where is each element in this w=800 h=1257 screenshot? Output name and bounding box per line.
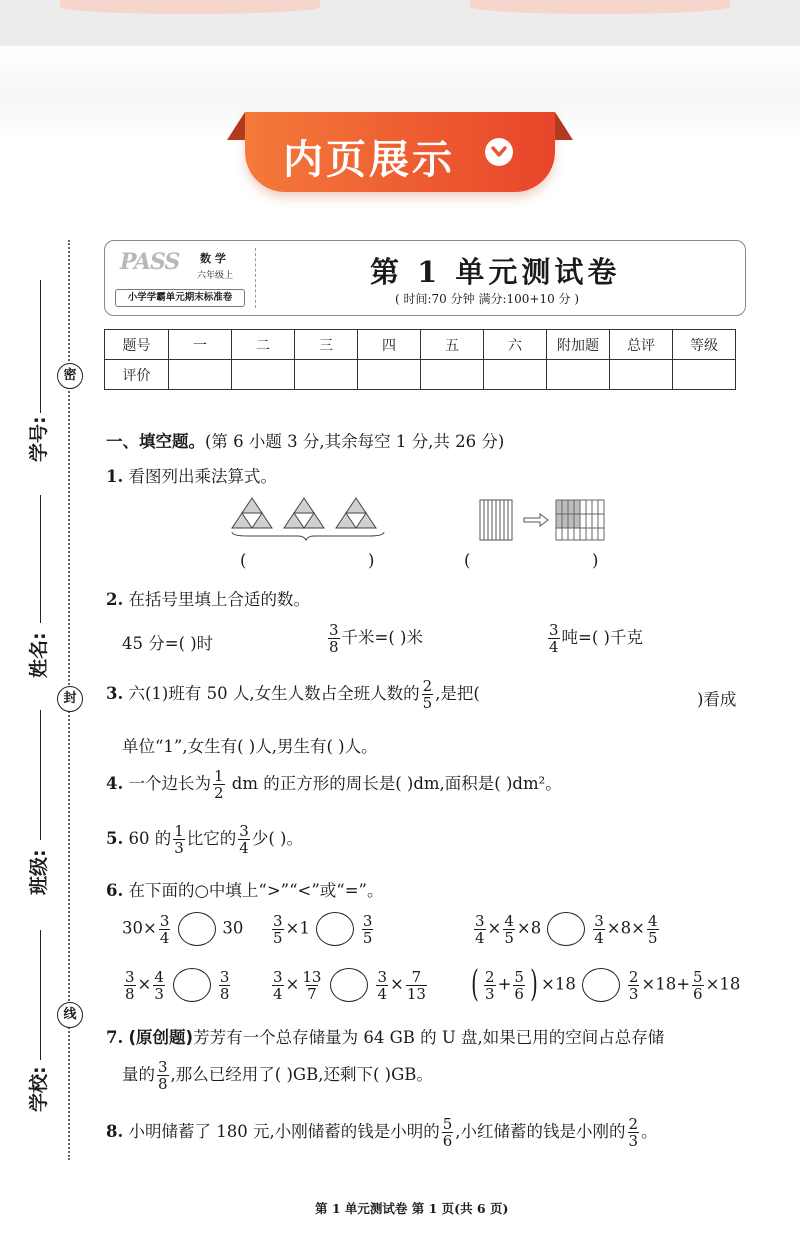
table-cell: 题号 xyxy=(105,330,169,360)
question-text: 60 的 xyxy=(128,829,172,848)
question-number: 5. xyxy=(106,829,124,848)
question-text: 在下面的○中填上“>”“<”或“=”。 xyxy=(128,881,384,900)
pass-logo: PASS xyxy=(120,249,180,275)
top-glow-left xyxy=(60,0,320,14)
fraction: $\frac{3}{4}$ xyxy=(475,911,485,947)
question-number: 8. xyxy=(106,1122,124,1141)
section-note: (第 6 小题 3 分,其余每空 1 分,共 26 分) xyxy=(205,432,505,451)
seal-feng: 封 xyxy=(57,686,83,712)
score-row-questions xyxy=(105,330,736,360)
q3-text-end: )看成 xyxy=(697,690,737,709)
question-1 xyxy=(106,463,277,487)
fraction: $\frac{3}{5}$ xyxy=(362,911,373,947)
triangle-group xyxy=(232,498,272,528)
fraction: $\frac{4}{5}$ xyxy=(504,911,514,947)
q6-expr-5: $\frac{3}{4}$ × $\frac{13}{7}$ $\frac{3}{4}$ × $\frac{7}{13}$ xyxy=(273,967,426,1003)
triangle-group xyxy=(336,498,376,528)
exam-meta: ( 时间:70 分钟 满分:100+10 分 ) xyxy=(395,292,580,306)
question-number: 2. xyxy=(106,590,124,609)
answer-paren-right: ) xyxy=(592,551,599,570)
fraction: $\frac{5}{6}$ xyxy=(442,1115,453,1150)
answer-paren-left: ( xyxy=(240,551,247,570)
school-label: 学校: xyxy=(28,1066,50,1112)
subject-label: 数 学 xyxy=(200,252,226,265)
fraction: $\frac{3}{4}$ xyxy=(594,911,604,947)
question-3 xyxy=(106,678,480,711)
banner-title: 内页展示 xyxy=(283,137,455,183)
question-6 xyxy=(106,877,383,901)
fraction: $\frac{3}{4}$ xyxy=(549,621,559,656)
fraction: $\frac{3}{4}$ xyxy=(159,911,170,947)
fraction: $\frac{5}{6}$ xyxy=(514,967,524,1003)
fraction: $\frac{2}{5}$ xyxy=(422,677,433,712)
table-cell: 六 xyxy=(484,330,547,360)
table-cell: 评价 xyxy=(105,360,169,390)
seal-xian: 线 xyxy=(57,1002,83,1028)
q6-expr-1: 30× $\frac{3}{4}$ 30 xyxy=(122,911,244,947)
question-number: 6. xyxy=(106,881,124,900)
fraction: $\frac{3}{4}$ xyxy=(377,967,388,1003)
q6-expr-3: $\frac{3}{4}$ × $\frac{4}{5}$ ×8 $\frac{3}{4}$ ×8× $\frac{4}{5}$ xyxy=(475,911,658,947)
q2-item-b xyxy=(326,622,423,655)
fraction: $\frac{7}{13}$ xyxy=(406,967,426,1003)
q2-item-c xyxy=(546,622,643,655)
q2-item-b-text: 千米=( )米 xyxy=(341,628,423,647)
compare-circle[interactable] xyxy=(582,968,620,1002)
answer-paren-right: ) xyxy=(368,551,375,570)
q2-item-c-text: 吨=( )千克 xyxy=(561,628,643,647)
score-entry-cell[interactable] xyxy=(169,360,232,390)
school-line[interactable] xyxy=(40,930,41,1060)
fraction: $\frac{3}{8}$ xyxy=(219,967,230,1003)
question-text: 六(1)班有 50 人,女生人数占全班人数的 xyxy=(128,684,420,703)
q6-expr-2: $\frac{3}{5}$ ×1 $\frac{3}{5}$ xyxy=(273,911,373,947)
seal-mi: 密 xyxy=(57,363,83,389)
question-text: 看图列出乘法算式。 xyxy=(128,467,277,486)
question-text: dm 的正方形的周长是( )dm,面积是( )dm²。 xyxy=(226,774,562,793)
score-entry-cell[interactable] xyxy=(673,360,736,390)
top-glow-right xyxy=(470,0,730,14)
name-line[interactable] xyxy=(40,495,41,623)
question-text: 。 xyxy=(641,1122,658,1141)
name-label: 姓名: xyxy=(28,632,50,678)
table-cell: 五 xyxy=(421,330,484,360)
compare-circle[interactable] xyxy=(316,912,354,946)
fraction: $\frac{13}{7}$ xyxy=(302,967,322,1003)
question-text: ,是把( xyxy=(435,684,480,703)
question-7 xyxy=(106,1024,664,1048)
grid-strip xyxy=(480,500,512,540)
compare-circle[interactable] xyxy=(173,968,211,1002)
question-8 xyxy=(106,1116,658,1149)
question-5 xyxy=(106,823,303,856)
fraction: $\frac{1}{3}$ xyxy=(174,822,184,857)
question-text: 比它的 xyxy=(186,829,237,848)
question-text: ,小红储蓄的钱是小刚的 xyxy=(455,1122,626,1141)
table-cell: 四 xyxy=(358,330,421,360)
section-1-heading xyxy=(106,428,504,452)
compare-circle[interactable] xyxy=(178,912,216,946)
table-cell: 三 xyxy=(295,330,358,360)
table-cell: 附加题 xyxy=(547,330,610,360)
fraction: $\frac{4}{5}$ xyxy=(647,911,658,947)
question-4 xyxy=(106,768,562,801)
big-paren-right: ) xyxy=(530,964,538,1005)
score-entry-cell[interactable] xyxy=(358,360,421,390)
question-text: 一个边长为 xyxy=(128,774,211,793)
fraction: $\frac{2}{3}$ xyxy=(628,1115,639,1150)
grid-shaded xyxy=(556,500,604,540)
question-number: 4. xyxy=(106,774,124,793)
question-tag: (原创题) xyxy=(128,1028,194,1047)
question-number: 1. xyxy=(106,467,124,486)
score-entry-cell[interactable] xyxy=(295,360,358,390)
ribbon-right xyxy=(555,112,573,140)
question-number: 7. xyxy=(106,1028,124,1047)
student-id-line[interactable] xyxy=(40,280,41,413)
q7-line-2: 量的 $\frac{3}{8}$ ,那么已经用了( )GB,还剩下( )GB。 xyxy=(122,1058,433,1093)
question-2 xyxy=(106,586,310,610)
fraction: $\frac{2}{3}$ xyxy=(485,967,495,1003)
fraction: $\frac{4}{3}$ xyxy=(154,967,164,1003)
q2-item-a: 45 分=( )时 xyxy=(122,634,214,653)
answer-paren-left: ( xyxy=(464,551,471,570)
series-label: 小学学霸单元期末标准卷 xyxy=(115,289,245,307)
table-cell: 二 xyxy=(232,330,295,360)
fraction: $\frac{3}{8}$ xyxy=(158,1058,168,1093)
table-cell: 等级 xyxy=(673,330,736,360)
fraction: $\frac{3}{8}$ xyxy=(329,621,339,656)
fraction: $\frac{3}{4}$ xyxy=(273,967,283,1003)
fraction: $\frac{2}{3}$ xyxy=(628,967,639,1003)
compare-circle[interactable] xyxy=(547,912,585,946)
score-entry-cell[interactable] xyxy=(610,360,673,390)
question-text: 芳芳有一个总存储量为 64 GB 的 U 盘,如果已用的空间占总存储 xyxy=(193,1028,665,1047)
score-entry-cell[interactable] xyxy=(232,360,295,390)
table-cell: 总评 xyxy=(610,330,673,360)
grid-figure xyxy=(478,498,608,542)
triangle-groups-figure xyxy=(228,494,390,544)
score-entry-cell[interactable] xyxy=(421,360,484,390)
fraction: $\frac{3}{5}$ xyxy=(273,911,283,947)
question-number: 3. xyxy=(106,684,124,703)
big-paren-left: ( xyxy=(471,964,479,1005)
score-row-evaluation xyxy=(105,360,736,390)
exam-title: 第 1 单元测试卷 xyxy=(370,255,621,289)
grade-label: 六年级上 xyxy=(197,271,234,281)
brace xyxy=(232,532,384,540)
header-divider xyxy=(255,248,256,308)
q6-expr-4: $\frac{3}{8}$ × $\frac{4}{3}$ $\frac{3}{8}$ xyxy=(125,967,230,1003)
chevron-down-icon[interactable] xyxy=(485,138,513,166)
question-text: 小明储蓄了 180 元,小刚储蓄的钱是小明的 xyxy=(128,1122,440,1141)
compare-circle[interactable] xyxy=(330,968,368,1002)
question-text: 在括号里填上合适的数。 xyxy=(128,590,310,609)
student-id-label: 学号: xyxy=(28,416,50,462)
q3-line-2: 单位“1”,女生有( )人,男生有( )人。 xyxy=(122,737,378,756)
fraction: $\frac{3}{8}$ xyxy=(125,967,135,1003)
table-cell: 一 xyxy=(169,330,232,360)
top-band xyxy=(0,0,800,46)
fraction: $\frac{3}{4}$ xyxy=(239,822,249,857)
triangle-group xyxy=(284,498,324,528)
class-label: 班级: xyxy=(28,849,50,895)
section-title: 一、填空题。 xyxy=(106,432,205,451)
q6-expr-6: ( $\frac{2}{3}$ + $\frac{5}{6}$ ) ×18 $\frac{2}{3}$ ×18+ $\frac{5}{6}$ ×18 xyxy=(471,964,741,1005)
score-table xyxy=(104,329,736,390)
ribbon-left xyxy=(227,112,245,140)
class-line[interactable] xyxy=(40,710,41,840)
page-footer: 第 1 单元测试卷 第 1 页(共 6 页) xyxy=(315,1201,509,1216)
fraction: $\frac{1}{2}$ xyxy=(213,767,224,802)
score-entry-cell[interactable] xyxy=(484,360,547,390)
fraction: $\frac{5}{6}$ xyxy=(693,967,703,1003)
question-text: 少( )。 xyxy=(251,829,303,848)
arrow-right-icon xyxy=(524,514,548,526)
score-entry-cell[interactable] xyxy=(547,360,610,390)
